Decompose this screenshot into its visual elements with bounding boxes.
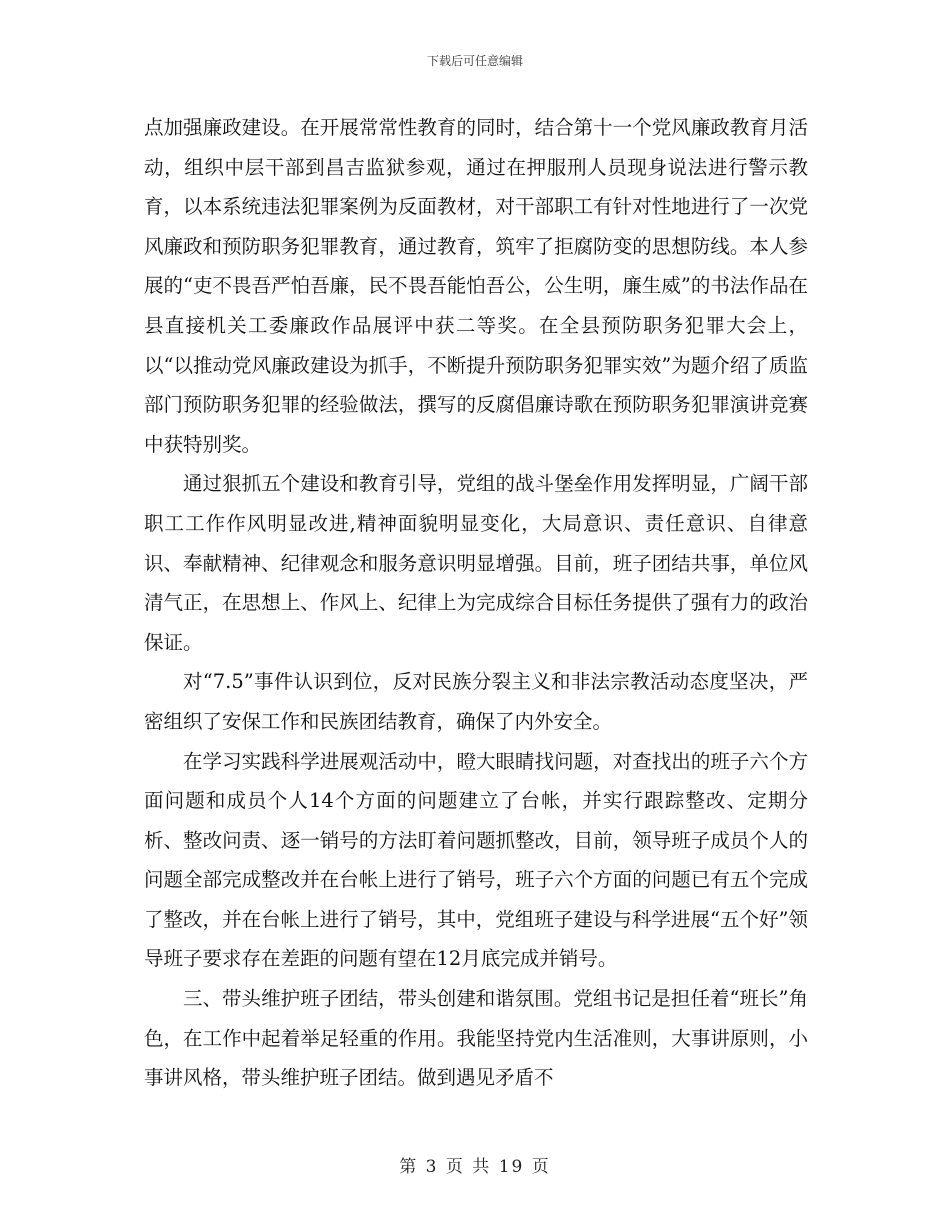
paragraph-2: 通过狠抓五个建设和教育引导，党组的战斗堡垒作用发挥明显，广阔干部职工工作作风明显改进,精神面貌明显变化，大局意识、责任意识、自律意识、奉献精神、纪律观念和服务意识明显增强。目前，班子团结共事，单位风清气正，在思想上、作风上、纪律上为完成综合目标任务提供了强有力的政治保证。 [144,472,808,654]
page-header: 下载后可任意编辑 [426,54,523,68]
paragraph-3: 对“7.5”事件认识到位，反对民族分裂主义和非法宗教活动态度坚决，严密组织了安保工作和民族团结教育，确保了内外安全。 [144,670,808,733]
paragraph-1: 点加强廉政建设。在开展常常性教育的同时，结合第十一个党风廉政教育月活动，组织中层干部到昌吉监狱参观，通过在押服刑人员现身说法进行警示教育，以本系统违法犯罪案例为反面教材，对干部职工有针对性地进行了一次党风廉政和预防职务犯罪教育，通过教育，筑牢了拒腐防变的思想防线。本人参展的“吏不畏吾严怕吾廉，民不畏吾能怕吾公，公生明，廉生威”的书法作品在县直接机关工委廉政作品展评中获二等奖。在全县预防职务犯罪大会上，以“以推动党风廉政建设为抓手，不断提升预防职务犯罪实效”为题介绍了质监部门预防职务犯罪的经验做法，撰写的反腐倡廉诗歌在预防职务犯罪演讲竞赛中获特别奖。 [144,116,808,456]
paragraph-4: 在学习实践科学进展观活动中，瞪大眼睛找问题，对查找出的班子六个方面问题和成员个人14个方面的问题建立了台帐，并实行跟踪整改、定期分析、整改问责、逐一销号的方法盯着问题抓整改，目前，领导班子成员个人的问题全部完成整改并在台帐上进行了销号，班子六个方面的问题已有五个完成了整改，并在台帐上进行了销号，其中，党组班子建设与科学进展“五个好”领导班子要求存在差距的问题有望在12月底完成并销号。 [144,749,808,971]
document-body [144,108,808,1098]
paragraph-5: 三、带头维护班子团结，带头创建和谐氛围。党组书记是担任着“班长”角色，在工作中起着举足轻重的作用。我能坚持党内生活准则，大事讲原则，小事讲风格，带头维护班子团结。做到遇见矛盾不 [144,987,808,1090]
page-number: 第 3 页 共 19 页 [399,1157,551,1177]
